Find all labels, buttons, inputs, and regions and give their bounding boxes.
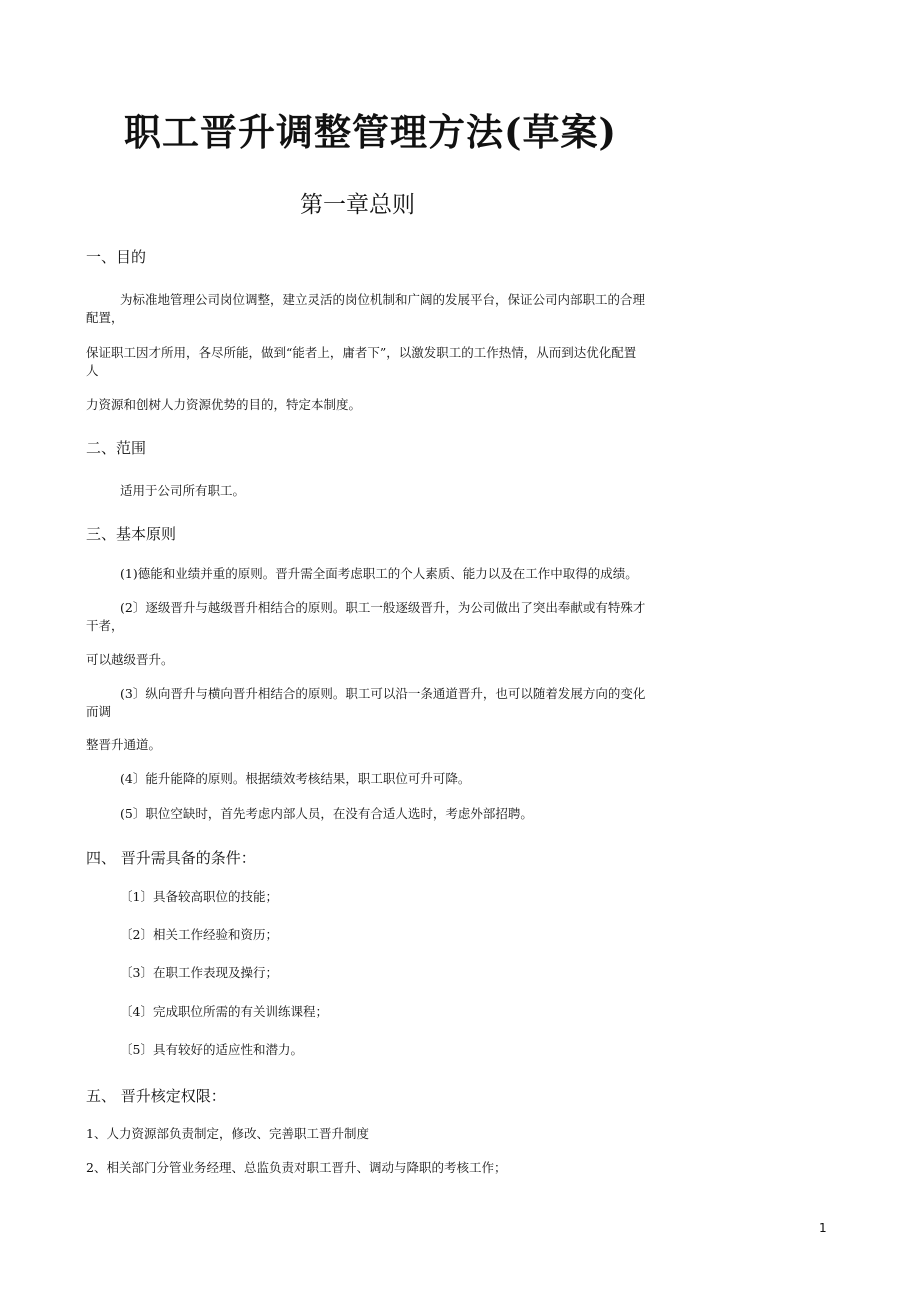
purpose-paragraph-3: 力资源和创树人力资源优势的目的，特定本制度。 <box>86 397 362 412</box>
condition-item: 〔4〕完成职位所需的有关训练课程； <box>120 1004 328 1019</box>
section-heading-conditions: 四、 晋升需具备的条件： <box>86 849 256 867</box>
purpose-paragraph-2: 保证职工因才所用，各尽所能，做到“能者上，庸者下”，以激发职工的工作热情，从而到达优化配置人 <box>86 345 637 378</box>
page-number: 1 <box>819 1221 827 1235</box>
authority-item: 2、相关部门分管业务经理、总监负责对职工晋升、调动与降职的考核工作； <box>86 1160 507 1175</box>
scope-paragraph: 适用于公司所有职工。 <box>120 483 246 498</box>
principle-continuation: 整晋升通道。 <box>86 737 162 752</box>
condition-item: 〔5〕具有较好的适应性和潜力。 <box>120 1042 303 1057</box>
principle-item: (4〕能升能降的原则。根据绩效考核结果，职工职位可升可降。 <box>120 771 471 786</box>
condition-item: 〔1〕具备较高职位的技能； <box>120 889 278 904</box>
purpose-paragraph-1: 为标准地管理公司岗位调整，建立灵活的岗位机制和广阔的发展平台，保证公司内部职工的合理配置， <box>86 292 646 325</box>
section-heading-principles: 三、基本原则 <box>86 525 177 543</box>
section-heading-scope: 二、范围 <box>86 439 147 457</box>
principle-item: (3〕纵向晋升与横向晋升相结合的原则。职工可以沿一条通道晋升，也可以随着发展方向的变化而调 <box>86 686 646 719</box>
section-heading-purpose: 一、目的 <box>86 248 147 266</box>
principle-continuation: 可以越级晋升。 <box>86 652 174 667</box>
condition-item: 〔2〕相关工作经验和资历； <box>120 927 278 942</box>
chapter-heading: 第一章总则 <box>300 192 415 218</box>
condition-item: 〔3〕在职工作表现及操行； <box>120 965 278 980</box>
principle-item: (1)德能和业绩并重的原则。晋升需全面考虑职工的个人素质、能力以及在工作中取得的成绩。 <box>120 566 638 581</box>
authority-item: 1、人力资源部负责制定，修改、完善职工晋升制度 <box>86 1126 369 1141</box>
principle-item: (5〕职位空缺时，首先考虑内部人员，在没有合适人选时，考虑外部招聘。 <box>120 806 533 821</box>
principle-item: (2〕逐级晋升与越级晋升相结合的原则。职工一般逐级晋升，为公司做出了突出奉献或有特殊才干者， <box>86 600 646 633</box>
document-title: 职工晋升调整管理方法(草案) <box>124 110 618 154</box>
section-heading-authority: 五、 晋升核定权限： <box>86 1087 226 1105</box>
